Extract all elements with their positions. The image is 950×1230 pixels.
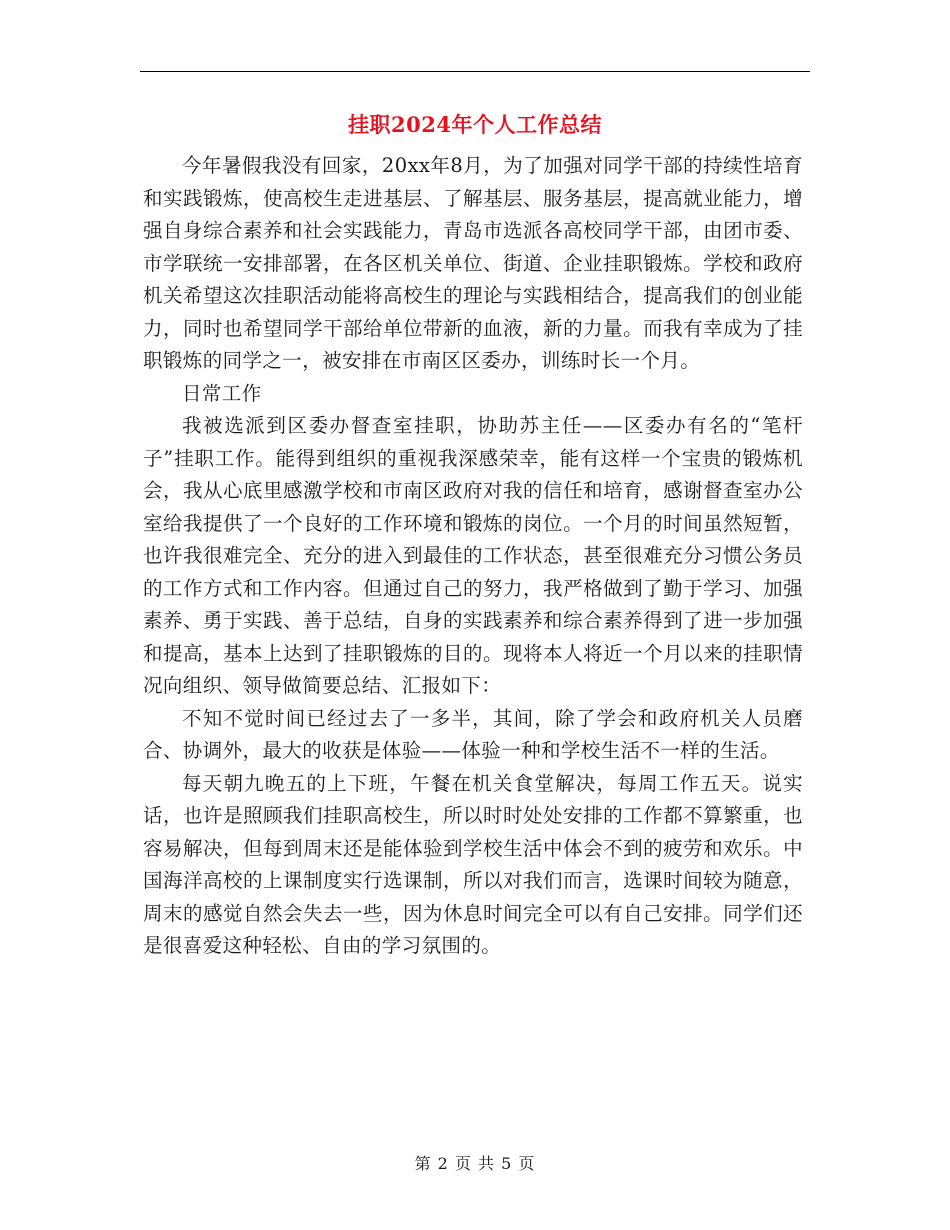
paragraph-intro: 今年暑假我没有回家，20xx年8月，为了加强对同学干部的持续性培育和实践锻炼，使高校生走进基层、了解基层、服务基层，提高就业能力，增强自身综合素养和社会实践能力，青岛市选派各高校同学干部，由团市委、市学联统一安排部署，在各区机关单位、街道、企业挂职锻炼。学校和政府机关希望这次挂职活动能将高校生的理论与实践相结合，提高我们的创业能力，同时也希望同学干部给单位带新的血液，新的力量。而我有幸成为了挂职锻炼的同学之一，被安排在市南区区委办，训练时长一个月。	[143, 154, 803, 372]
document-title: 挂职2024年个人工作总结	[348, 112, 602, 137]
paragraph-assignment: 我被选派到区委办督查室挂职，协助苏主任——区委办有名的“笔杆子”挂职工作。能得到组织的重视我深感荣幸，能有这样一个宝贵的锻炼机会，我从心底里感激学校和市南区政府对我的信任和培育，感谢督查室办公室给我提供了一个良好的工作环境和锻炼的岗位。一个月的时间虽然短暂，也许我很难完全、充分的进入到最佳的工作状态，甚至很难充分习惯公务员的工作方式和工作内容。但通过自己的努力，我严格做到了勤于学习、加强素养、勇于实践、善于总结，自身的实践素养和综合素养得到了进一步加强和提高，基本上达到了挂职锻炼的目的。现将本人将近一个月以来的挂职情况向组织、领导做简要总结、汇报如下：	[143, 414, 803, 697]
section-heading-daily-work: 日常工作	[182, 381, 262, 405]
paragraph-experience: 不知不觉时间已经过去了一多半，其间，除了学会和政府机关人员磨合、协调外，最大的收获是体验——体验一种和学校生活不一样的生活。	[143, 706, 803, 762]
document-body	[143, 150, 803, 963]
paragraph-daily-life: 每天朝九晚五的上下班，午餐在机关食堂解决，每周工作五天。说实话，也许是照顾我们挂职高校生，所以时时处处安排的工作都不算繁重，也容易解决，但每到周末还是能体验到学校生活中体会不到的疲劳和欢乐。中国海洋高校的上课制度实行选课制，所以对我们而言，选课时间较为随意，周末的感觉自然会失去一些，因为休息时间完全可以有自己安排。同学们还是很喜爱这种轻松、自由的学习氛围的。	[143, 771, 803, 957]
page-number-footer: 第 2 页 共 5 页	[414, 1154, 536, 1173]
header-rule	[140, 71, 810, 72]
